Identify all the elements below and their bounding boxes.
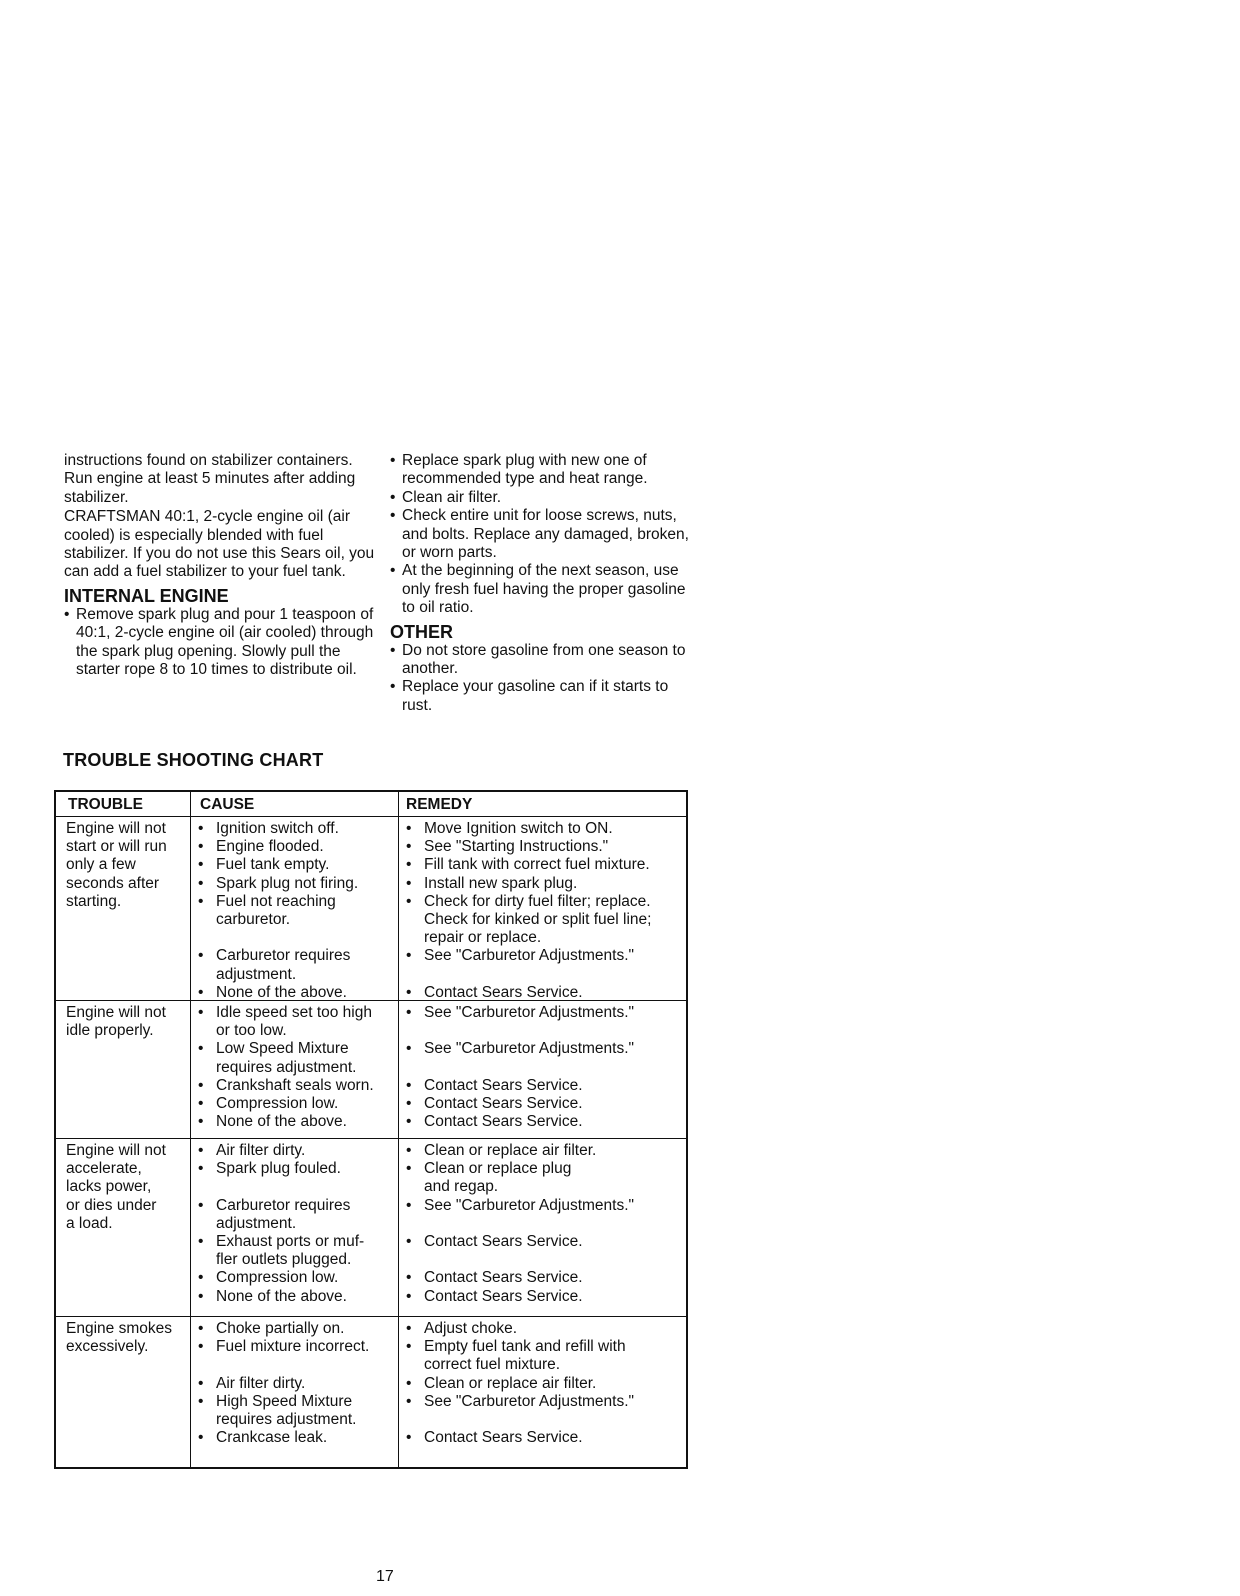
cause-item [194,1393,369,1429]
bullet-icon: • [406,1392,412,1410]
bullet-icon: • [198,1233,204,1250]
remedy-text: See "Carburetor Adjustments." [424,947,635,965]
other-heading: OTHER [390,621,453,642]
trouble-text: Engine will not [66,820,166,837]
bullet-icon: • [406,1374,412,1392]
cause-text: or too low. [216,1022,287,1040]
trouble-text: or dies under [66,1196,157,1214]
cause-text: None of the above. [216,983,347,1001]
cause-cell [194,820,358,1002]
bullet-icon: • [406,838,412,856]
remedy-text: Contact Sears Service. [424,1233,583,1250]
bullet-icon: • [406,1142,412,1159]
remedy-item [402,1095,634,1113]
bullet-icon: • [406,1094,412,1112]
remedy-text [424,1022,634,1040]
cause-item [194,1375,369,1393]
remedy-text: Install new spark plug. [424,874,578,892]
trouble-text: seconds after [66,874,160,892]
cause-text: Exhaust ports or muf- [216,1233,365,1250]
storage-bullet-text: Replace spark plug with new one of recommended type and heat range. [402,452,648,488]
internal-engine-bullet [64,606,376,680]
remedy-text: Clean or replace plug [424,1160,572,1178]
remedy-item [402,1429,634,1447]
other-bullet-text: Replace your gasoline can if it starts to rust. [402,678,669,714]
remedy-item [402,838,651,856]
trouble-shooting-chart-title: TROUBLE SHOOTING CHART [63,750,324,770]
storage-bullet [390,452,690,489]
remedy-text: Contact Sears Service. [424,1113,583,1131]
trouble-cell [66,1142,166,1233]
remedy-text: correct fuel mixture. [424,1356,561,1374]
cause-text: Spark plug fouled. [216,1160,341,1178]
remedy-item [402,984,651,1002]
cause-item [194,838,358,856]
cause-item [194,1160,364,1178]
remedy-text: See "Carburetor Adjustments." [424,1004,635,1021]
storage-bullet-text: Clean air filter. [402,488,502,506]
trouble-shooting-table [54,790,688,1469]
remedy-text [424,1251,634,1269]
remedy-item [402,1288,634,1306]
remedy-cell [402,1320,634,1447]
cause-item [194,1142,364,1160]
remedy-text [424,1059,634,1077]
trouble-text: starting. [66,892,122,910]
cause-item [194,875,358,893]
remedy-text: Contact Sears Service. [424,1287,583,1305]
cause-item [194,1338,369,1356]
bullet-icon: • [198,1004,204,1021]
remedy-text [424,1411,634,1429]
remedy-item [402,1004,634,1040]
cause-item [194,1113,374,1131]
cause-text: Crankcase leak. [216,1429,328,1447]
row-divider [56,1138,686,1139]
bullet-icon: • [406,1113,412,1131]
column-divider [190,792,191,1467]
bullet-icon: • [198,838,204,856]
remedy-text: Move Ignition switch to ON. [424,820,613,837]
trouble-text: Engine will not [66,1004,166,1021]
cause-text: Carburetor requires [216,1196,351,1214]
remedy-item [402,893,651,948]
remedy-text [424,966,651,984]
storage-bullet-text: Check entire unit for loose screws, nuts, and bolts. Replace any damaged, broken, or worn parts. [402,507,689,562]
bullet-icon: • [198,1338,204,1356]
remedy-item [402,1338,634,1374]
remedy-text: Clean or replace air filter. [424,1142,597,1159]
trouble-text: only a few [66,856,136,874]
cause-text: Choke partially on. [216,1320,345,1337]
other-bullet [390,678,690,715]
bullet-icon: • [198,1142,204,1159]
header-cause: CAUSE [200,796,255,813]
bullet-icon: • [198,1269,204,1287]
cause-text: Idle speed set too high [216,1004,372,1021]
remedy-item [402,1269,634,1287]
bullet-icon: • [406,1233,412,1250]
cause-text: Crankshaft seals worn. [216,1076,374,1094]
bullet-icon: • [406,856,412,874]
bullet-icon: • [406,1429,412,1447]
remedy-text: Clean or replace air filter. [424,1374,597,1392]
cause-item [194,1269,364,1287]
bullet-icon: • [406,1320,412,1337]
cause-text: None of the above. [216,1287,347,1305]
cause-item [194,820,358,838]
cause-text: Compression low. [216,1269,339,1287]
header-trouble: TROUBLE [68,796,143,813]
cause-item [194,1320,369,1338]
cause-text: None of the above. [216,1113,347,1131]
cause-text: Engine flooded. [216,838,324,856]
header-divider [56,816,686,817]
cause-text: Fuel tank empty. [216,856,330,874]
cause-cell [194,1320,369,1447]
page-number: 17 [376,1568,394,1585]
remedy-text: See "Carburetor Adjustments." [424,1196,635,1214]
remedy-item [402,1160,634,1196]
trouble-cell [66,1320,172,1356]
cause-text: requires adjustment. [216,1058,357,1076]
storage-bullet [390,489,690,507]
bullet-icon: • [390,562,396,580]
left-column [64,452,376,679]
trouble-text: Engine will not [66,1142,166,1159]
bullet-icon: • [198,1076,204,1094]
bullet-icon: • [390,507,396,525]
cause-text: Air filter dirty. [216,1142,306,1159]
cause-text: Fuel mixture incorrect. [216,1338,370,1356]
bullet-icon: • [406,1076,412,1094]
bullet-icon: • [390,641,396,659]
remedy-text [424,1215,634,1233]
bullet-icon: • [406,947,412,965]
bullet-icon: • [198,1113,204,1131]
bullet-icon: • [198,1287,204,1305]
remedy-text: Contact Sears Service. [424,1094,583,1112]
cause-text: Fuel not reaching [216,892,336,910]
remedy-item [402,1393,634,1429]
remedy-text: Contact Sears Service. [424,1269,583,1287]
bullet-icon: • [406,1040,412,1058]
remedy-item [402,1040,634,1076]
cause-text: Air filter dirty. [216,1374,306,1392]
bullet-icon: • [198,892,204,910]
remedy-item [402,1233,634,1269]
bullet-icon: • [406,874,412,892]
storage-bullet [390,562,690,617]
remedy-item [402,1320,634,1338]
trouble-cell [66,820,167,911]
trouble-text: excessively. [66,1338,149,1356]
remedy-text: See "Carburetor Adjustments." [424,1040,635,1058]
craftsman-oil-text: CRAFTSMAN 40:1, 2-cycle engine oil (air cooled) is especially blended with fuel stabilizer. If you do not use this Sears oil, you can add a fuel stabilizer to your fuel tank. [64,508,375,581]
remedy-text: Contact Sears Service. [424,983,583,1001]
remedy-item [402,875,651,893]
trouble-text: a load. [66,1214,113,1232]
cause-item [194,1429,369,1447]
trouble-text: idle properly. [66,1022,154,1040]
bullet-icon: • [390,678,396,696]
cause-item [194,1356,369,1374]
remedy-text: See "Carburetor Adjustments." [424,1392,635,1410]
cause-cell [194,1004,374,1131]
cause-item [194,1197,364,1233]
cause-text: Low Speed Mixture [216,1040,349,1058]
bullet-icon: • [406,1287,412,1305]
cause-item [194,1095,374,1113]
cause-text: Carburetor requires [216,947,351,965]
bullet-icon: • [406,892,412,910]
bullet-icon: • [406,1004,412,1021]
remedy-cell [402,820,651,1002]
remedy-cell [402,1142,634,1306]
other-bullet [390,642,690,679]
trouble-text: start or will run [66,838,167,856]
cause-text: Ignition switch off. [216,820,339,837]
cause-item [194,1288,364,1306]
bullet-icon: • [198,1392,204,1410]
internal-engine-bullet-text: Remove spark plug and pour 1 teaspoon of 40:1, 2-cycle engine oil (air cooled) through the spark plug opening. Slowly pull the starter rope 8 to 10 times to distribute oil. [76,605,374,679]
cause-text: adjustment. [216,965,297,983]
storage-bullet [390,507,690,562]
remedy-text: Check for kinked or split fuel line; [424,911,652,929]
cause-item [194,856,358,874]
cause-cell [194,1142,364,1306]
other-bullet-text: Do not store gasoline from one season to another. [402,641,686,678]
remedy-text: Contact Sears Service. [424,1076,583,1094]
trouble-text: Engine smokes [66,1320,172,1337]
bullet-icon: • [198,874,204,892]
remedy-cell [402,1004,634,1131]
remedy-text: Check for dirty fuel filter; replace. [424,892,651,910]
cause-item [194,929,358,947]
remedy-item [402,820,651,838]
remedy-text: Adjust choke. [424,1320,518,1337]
stabilizer-intro-text: instructions found on stabilizer containers. Run engine at least 5 minutes after adding stabilizer. [64,452,356,506]
bullet-icon: • [198,947,204,965]
bullet-icon: • [406,983,412,1001]
cause-item [194,1178,364,1196]
remedy-text: repair or replace. [424,929,542,947]
bullet-icon: • [198,820,204,837]
bullet-icon: • [198,1320,204,1337]
internal-engine-heading: INTERNAL ENGINE [64,585,229,606]
bullet-icon: • [198,1374,204,1392]
cause-item [194,1077,374,1095]
bullet-icon: • [406,820,412,837]
cause-text: adjustment. [216,1214,297,1232]
bullet-icon: • [198,1160,204,1178]
bullet-icon: • [198,1095,204,1113]
remedy-item [402,947,651,983]
cause-item [194,1233,364,1269]
remedy-item [402,1375,634,1393]
bullet-icon: • [64,605,70,623]
cause-item [194,1040,374,1076]
cause-text: Compression low. [216,1095,339,1113]
cause-item [194,984,358,1002]
row-divider [56,1316,686,1317]
cause-text: fler outlets plugged. [216,1251,352,1269]
right-column [390,452,690,715]
remedy-item [402,856,651,874]
bullet-icon: • [198,856,204,874]
remedy-text: Contact Sears Service. [424,1429,583,1447]
column-divider [398,792,399,1467]
remedy-text: Empty fuel tank and refill with [424,1338,626,1356]
cause-text: High Speed Mixture [216,1392,353,1410]
cause-item [194,1004,374,1040]
header-remedy: REMEDY [406,796,473,813]
bullet-icon: • [198,1429,204,1447]
trouble-text: accelerate, [66,1160,142,1178]
bullet-icon: • [198,983,204,1001]
bullet-icon: • [390,452,396,469]
remedy-item [402,1077,634,1095]
cause-text: requires adjustment. [216,1411,357,1428]
cause-text: Spark plug not firing. [216,874,359,892]
bullet-icon: • [198,1040,204,1058]
remedy-item [402,1113,634,1131]
remedy-item [402,1142,634,1160]
cause-item [194,893,358,929]
bullet-icon: • [390,488,396,506]
bullet-icon: • [406,1269,412,1287]
remedy-item [402,1197,634,1233]
remedy-text: Fill tank with correct fuel mixture. [424,856,650,874]
cause-item [194,947,358,983]
cause-text: carburetor. [216,911,291,929]
remedy-text: See "Starting Instructions." [424,838,609,856]
trouble-text: lacks power, [66,1178,152,1196]
bullet-icon: • [406,1160,412,1178]
remedy-text: and regap. [424,1178,499,1196]
storage-bullet-text: At the beginning of the next season, use only fresh fuel having the proper gasoline to oil ratio. [402,562,686,617]
bullet-icon: • [198,1196,204,1214]
bullet-icon: • [406,1196,412,1214]
bullet-icon: • [406,1338,412,1356]
trouble-cell [66,1004,166,1040]
